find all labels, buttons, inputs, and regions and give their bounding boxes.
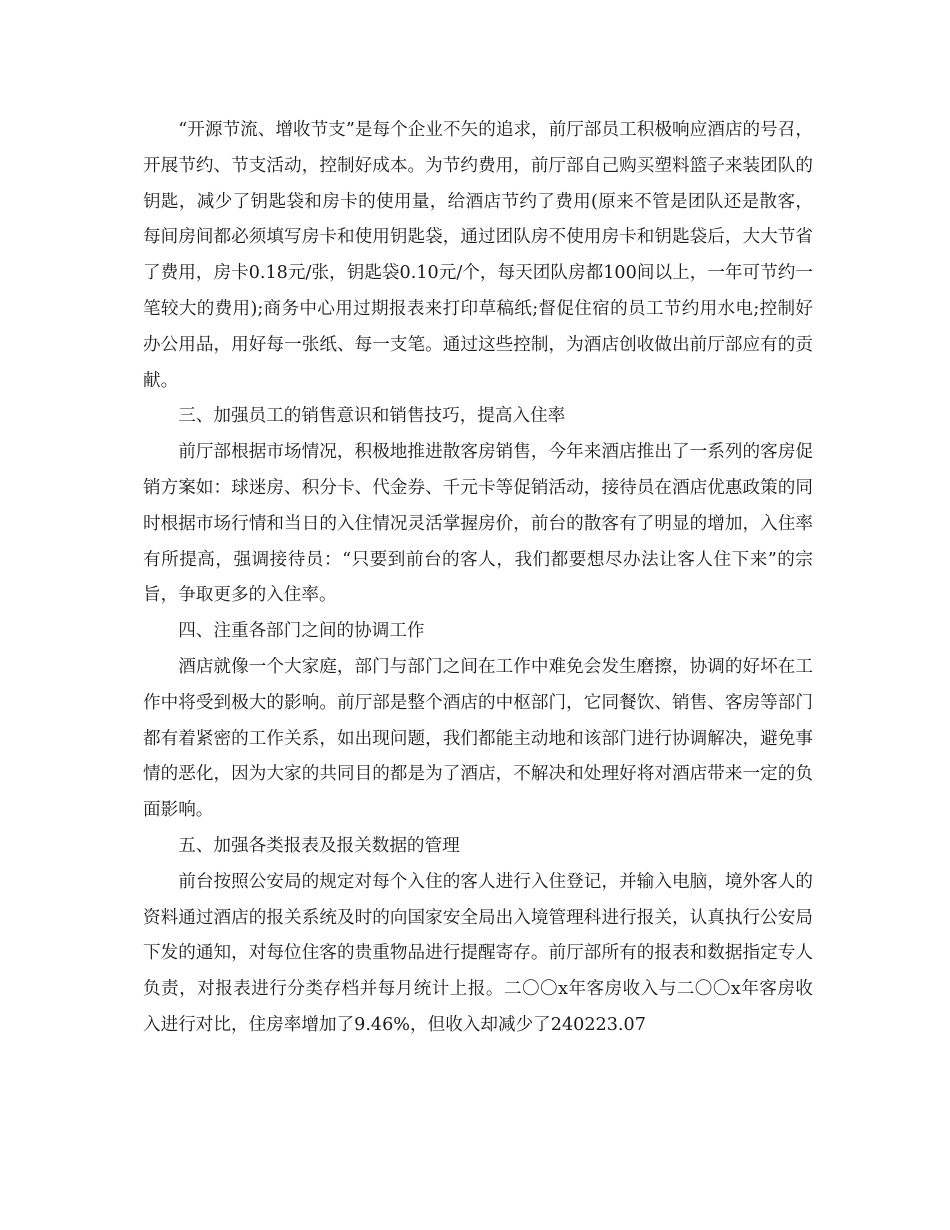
section-heading-coordination: 四、注重各部门之间的协调工作 bbox=[178, 621, 425, 642]
paragraph-sales: 前厅部根据市场情况，积极地推进散客房销售，今年来酒店推出了一系列的客房促销方案如：球迷房、积分卡、代金券、千元卡等促销活动，接待员在酒店优惠政策的同时根据市场行情和当日的入住情况灵活掌握房价，前台的散客有了明显的增加，入住率有所提高，强调接待员：“只要到前台的客人，我们都要想尽办法让客人住下来”的宗旨，争取更多的入住率。 bbox=[143, 442, 813, 606]
document-body bbox=[143, 113, 813, 1044]
paragraph-coordination: 酒店就像一个大家庭，部门与部门之间在工作中难免会发生磨擦，协调的好坏在工作中将受到极大的影响。前厅部是整个酒店的中枢部门，它同餐饮、销售、客房等部门都有着紧密的工作关系，如出现问题，我们都能主动地和该部门进行协调解决，避免事情的恶化，因为大家的共同目的都是为了酒店，不解决和处理好将对酒店带来一定的负面影响。 bbox=[143, 656, 813, 821]
paragraph-cost-saving: “开源节流、增收节支”是每个企业不矢的追求，前厅部员工积极响应酒店的号召，开展节约、节支活动，控制好成本。为节约费用，前厅部自己购买塑料篮子来装团队的钥匙，减少了钥匙袋和房卡的使用量，给酒店节约了费用(原来不管是团队还是散客，每间房间都必须填写房卡和使用钥匙袋，通过团队房不使用房卡和钥匙袋后，大大节省了费用，房卡0.18元/张，钥匙袋0.10元/个，每天团队房都100间以上，一年可节约一笔较大的费用);商务中心用过期报表来打印草稿纸;督促住宿的员工节约用水电;控制好办公用品，用好每一张纸、每一支笔。通过这些控制，为酒店创收做出前厅部应有的贡献。 bbox=[143, 120, 813, 391]
section-heading-sales: 三、加强员工的销售意识和销售技巧，提高入住率 bbox=[178, 406, 566, 427]
section-heading-reports: 五、加强各类报表及报关数据的管理 bbox=[178, 835, 460, 856]
paragraph-reports: 前台按照公安局的规定对每个入住的客人进行入住登记，并输入电脑，境外客人的资料通过酒店的报关系统及时的向国家安全局出入境管理科进行报关，认真执行公安局下发的通知，对每位住客的贵重物品进行提醒寄存。前厅部所有的报表和数据指定专人负责，对报表进行分类存档并每月统计上报。二〇〇x年客房收入与二〇〇x年客房收入进行对比，住房率增加了9.46%，但收入却减少了240223.07 bbox=[143, 871, 813, 1035]
